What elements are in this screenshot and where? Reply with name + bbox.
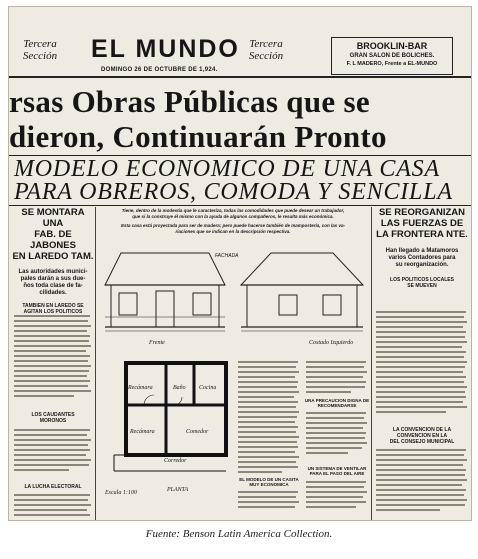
right-subhead-line: LOS POLITICOS LOCALES <box>390 277 454 283</box>
headline-line-1: rsas Obras Públicas que se <box>9 84 370 119</box>
right-subhead-line: LA CONVENCION DE LA <box>392 427 452 433</box>
right-column-deck <box>373 248 471 269</box>
source-caption: Fuente: Benson Latin America Collection. <box>145 528 333 540</box>
left-head-line: EN LAREDO TAM. <box>12 251 94 262</box>
label-frente: Frente <box>149 340 165 346</box>
left-deck-line: Las autoridades munici- <box>18 269 88 275</box>
column-divider <box>371 207 372 520</box>
right-head-line: LA FRONTERA NTE. <box>376 229 468 240</box>
left-subhead-line: AGITAN LOS POLITICOS <box>23 309 83 315</box>
room-recamara-1: Recámara <box>128 385 153 391</box>
column-divider <box>95 207 96 520</box>
floor-plan-drawing <box>104 359 234 495</box>
left-body-text-2 <box>14 429 92 479</box>
ad-line-2: GRAN SALON DE BOLICHES. <box>349 53 435 59</box>
center-col1-subhead: EL MODELO DE UN CASITA MUY ECONOMICA <box>239 477 299 487</box>
label-costado: Costado Izquierdo <box>309 340 354 346</box>
left-column-head <box>12 207 94 262</box>
masthead-date: DOMINGO 26 DE OCTUBRE DE 1,924. <box>101 67 218 73</box>
room-corredor: Corredor <box>164 458 187 464</box>
subheadline-rule <box>9 205 471 206</box>
left-head-line: FAB. DE JABONES <box>30 229 76 251</box>
left-deck-line: cilidades. <box>39 290 67 296</box>
right-deck-line: su reorganización. <box>395 262 449 268</box>
center-text-column-1 <box>238 361 300 511</box>
left-subhead-2 <box>12 412 94 424</box>
right-subhead-1 <box>373 277 471 289</box>
center-col2-subhead-2: UN SISTEMA DE VENTILAR PARA EL PASO DEL AIRE <box>307 466 367 476</box>
right-body-text-2 <box>376 449 468 517</box>
left-head-line: SE MONTARA UNA <box>21 207 85 229</box>
intro-line: Tiene, dentro de la modestia que le caracteriza, todas las comodidades que puede desear un trabajador, <box>121 208 345 213</box>
center-col2-subhead: UNA PRECAUCION DIGNA DE RECOMENDARSE <box>304 398 370 408</box>
right-subhead-2 <box>373 427 471 445</box>
right-deck-line: Han llegado a Matamoros <box>385 248 459 254</box>
left-body-text-3 <box>14 494 92 518</box>
center-text-column-2 <box>306 361 368 401</box>
intro-line: que si la construye él mismo con la ayuda de algunos compañeros, le resulta más económica. <box>132 214 334 219</box>
brooklin-bar-ad <box>331 37 453 75</box>
right-section-label: Tercera Sección <box>248 38 284 62</box>
room-cocina: Cocina <box>199 385 217 391</box>
left-subhead-1 <box>12 303 94 315</box>
newspaper-page <box>8 6 472 521</box>
left-subhead-line: LOS CAUDANTES <box>31 412 75 418</box>
right-body-text-1 <box>376 311 468 421</box>
side-elevation-drawing <box>237 247 367 342</box>
ad-line-3: F. L MADERO, Frente a EL-MUNDO <box>346 61 438 67</box>
room-bano: Baño <box>173 385 186 391</box>
right-column <box>373 207 471 520</box>
center-text-column-2c <box>306 481 368 511</box>
label-planta: PLANTA <box>167 487 189 493</box>
center-text-column-1b <box>238 491 300 511</box>
subheadline-1: MODELO ECONOMICO DE UNA CASA <box>14 156 440 182</box>
center-text-column-2b <box>306 412 368 462</box>
intro-line: riaciones que se indican en la descripción respectiva. <box>175 229 291 234</box>
front-elevation-drawing <box>101 247 229 342</box>
right-deck-line: varios Contadores para <box>388 255 456 261</box>
left-subhead-line: MORONOS <box>39 418 67 424</box>
right-subhead-line: SE MUEVEN <box>407 283 437 289</box>
left-subhead-line: TAMBIEN EN LAREDO SE <box>22 303 84 309</box>
room-comedor: Comedor <box>186 429 209 435</box>
right-head-line: LAS FUERZAS DE <box>380 218 464 229</box>
left-column-deck <box>12 269 94 297</box>
ad-line-1: BROOKLIN-BAR <box>356 41 428 51</box>
left-deck-line: ños toda clase de fa- <box>23 283 83 289</box>
label-escala: Escala 1:100 <box>105 490 137 496</box>
intro-line: Esta casa está proyectada para ser de madera; pero puede hacerse también de mampostería, con las va- <box>120 223 346 228</box>
left-column <box>12 207 94 520</box>
left-body-text-1 <box>14 315 92 405</box>
headline-line-2: dieron, Continuarán Pronto <box>9 119 387 154</box>
masthead-rule <box>9 76 471 78</box>
masthead-title: EL MUNDO <box>91 35 240 63</box>
room-recamara-2: Recámara <box>130 429 155 435</box>
right-subhead-line: DEL CONSEJO MUNICIPAL <box>389 439 455 445</box>
left-subhead-3: LA LUCHA ELECTORAL <box>24 484 82 490</box>
left-section-label: Tercera Sección <box>22 38 58 62</box>
left-deck-line: pales darán a sus due- <box>20 276 86 282</box>
label-fachada: FACHADA <box>215 253 239 259</box>
right-head-line: SE REORGANIZAN <box>378 207 466 218</box>
right-column-head <box>373 207 471 240</box>
subheadline-2: PARA OBREROS, COMODA Y SENCILLA <box>14 179 453 205</box>
center-intro <box>99 208 367 235</box>
right-subhead-line: CONVENCION EN LA <box>396 433 448 439</box>
